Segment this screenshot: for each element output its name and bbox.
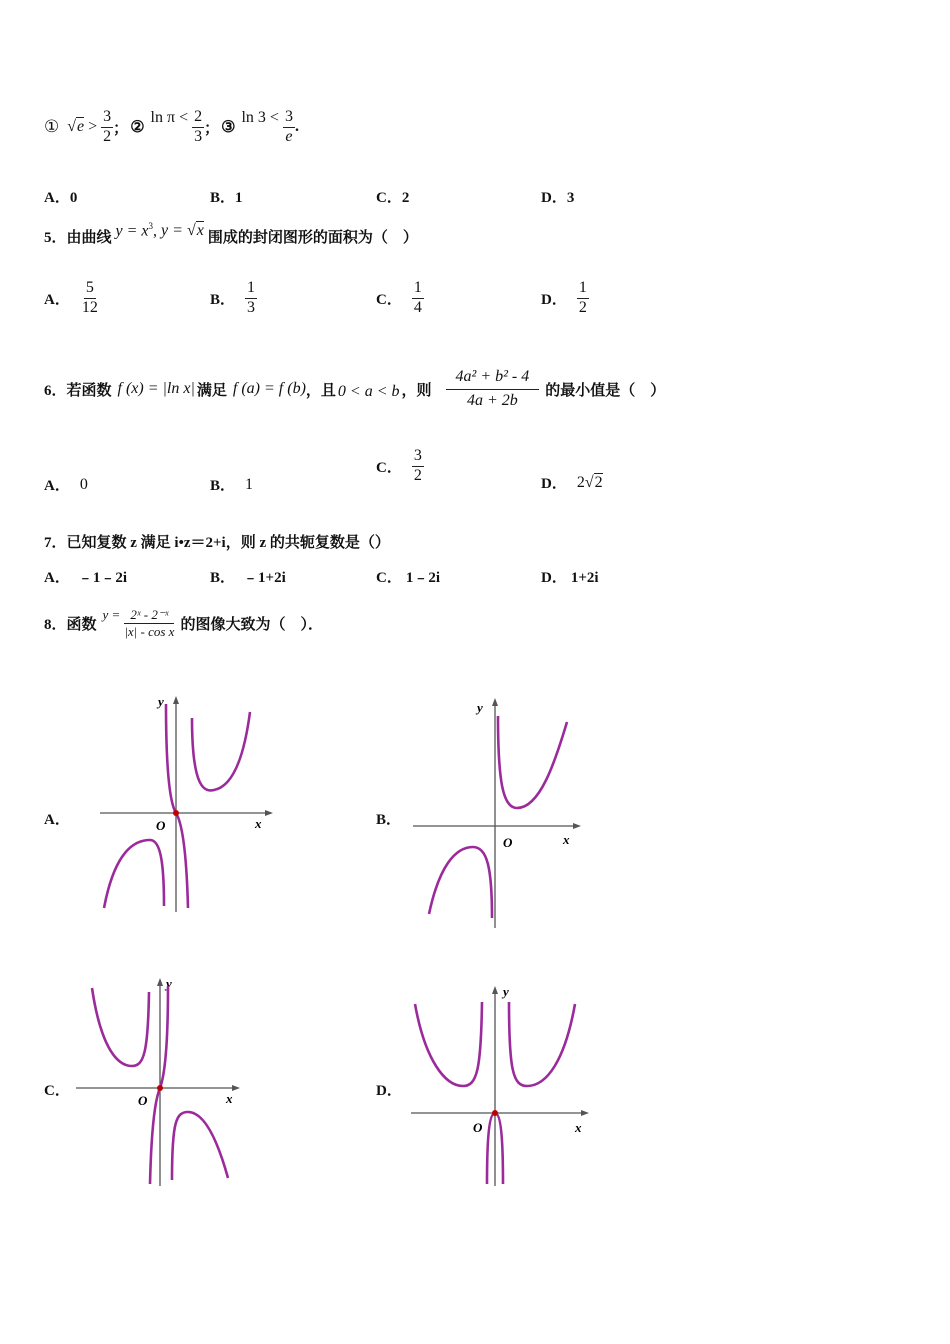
- q8-stem: [44, 600, 323, 646]
- graph-b-curve-left: [429, 847, 492, 918]
- stmt3-marker: ③: [221, 119, 236, 136]
- q6-number: 6．: [44, 382, 67, 399]
- graph-c-x-label: x: [226, 1091, 233, 1106]
- sep1: ；: [113, 120, 129, 137]
- q6-mid1: 满足: [196, 382, 227, 399]
- q6-stem: [44, 364, 665, 414]
- stmt1-lhs: √e: [67, 118, 85, 135]
- q5-option-a[interactable]: A． $\frac{5}{12}$: [44, 279, 98, 316]
- graph-b-y-label: y: [477, 700, 483, 715]
- q6-cond: f (a) = f (b): [232, 380, 306, 397]
- graph-a-x-arrow: [265, 810, 273, 816]
- q6-prefix: 若函数: [66, 382, 112, 399]
- stmt3-lhs: ln 3: [241, 109, 266, 126]
- q6-mid2: ，且: [305, 382, 336, 399]
- stmt1-fraction: $\frac{3}{2}$: [103, 107, 112, 145]
- graph-c-x-arrow: [232, 1085, 240, 1091]
- q5-curve2: y = √x: [161, 221, 204, 239]
- graph-d-curve-right: [509, 1002, 575, 1086]
- q7-option-c[interactable]: C． 1﹣2i: [376, 570, 441, 586]
- graph-b-x-label: x: [563, 832, 570, 847]
- graph-d-y-arrow: [492, 986, 498, 994]
- stmt3-rel: <: [269, 109, 279, 126]
- graph-b-curve-right: [498, 716, 567, 808]
- q6-option-a[interactable]: A． 0: [44, 475, 88, 494]
- q5-option-c[interactable]: C． $\frac{1}{4}$: [376, 279, 422, 316]
- graph-d-x-label: x: [575, 1120, 582, 1135]
- q4-option-c[interactable]: C．2: [376, 190, 410, 206]
- graph-a-curve-right: [192, 712, 250, 790]
- stmt3-end: .: [294, 118, 299, 135]
- graph-c-y-label: y: [166, 976, 172, 991]
- q6-option-c[interactable]: C． $\frac{3}{2}$: [376, 447, 422, 484]
- graph-d[interactable]: [405, 980, 595, 1190]
- q4-option-d[interactable]: D．3: [541, 190, 575, 206]
- graph-a-origin-dot: [173, 810, 179, 816]
- graph-a-y-arrow: [173, 696, 179, 704]
- graph-b[interactable]: [405, 692, 595, 932]
- q5-number: 5．: [44, 230, 67, 246]
- q8-number: 8．: [44, 616, 67, 633]
- graph-c-origin-dot: [157, 1085, 163, 1091]
- q8-y-eq: y =: [102, 607, 121, 622]
- stmt2-marker: ②: [130, 119, 145, 136]
- graph-d-origin-label: O: [473, 1120, 483, 1135]
- graph-c[interactable]: [70, 972, 260, 1192]
- q7-option-b[interactable]: B． ﹣1+2i: [210, 570, 286, 586]
- q8-option-c-label[interactable]: C．: [44, 1083, 70, 1099]
- graph-c-origin-label: O: [138, 1093, 148, 1108]
- graph-b-y-arrow: [492, 698, 498, 706]
- q5-stem: [44, 220, 418, 247]
- q4-statements: [44, 104, 299, 150]
- graph-a[interactable]: [90, 690, 280, 920]
- stmt3-fraction: $\frac{3}{e}$: [284, 107, 293, 145]
- q6-option-b[interactable]: B． 1: [210, 475, 254, 494]
- graph-c-curve-right: [172, 1112, 228, 1180]
- q7-option-a[interactable]: A． ﹣1﹣2i: [44, 570, 128, 586]
- graph-a-y-label: y: [158, 694, 164, 709]
- q7-stem: 7．已知复数 z 满足 i•z＝2+i，则 z 的共轭复数是（）: [44, 535, 390, 551]
- q8-fraction: $\frac{\text{2ˣ - 2⁻ˣ}}{\text{|x| - cos x}}$: [124, 606, 175, 639]
- q8-option-a-label[interactable]: A．: [44, 812, 70, 828]
- q5-curve1: $y = x^3$,: [115, 220, 158, 240]
- sep2: ；: [204, 120, 220, 137]
- q4-option-a[interactable]: A．0: [44, 190, 78, 206]
- graph-d-x-arrow: [581, 1110, 589, 1116]
- q6-range: 0 < a < b: [337, 383, 400, 400]
- graph-d-curve-left: [415, 1002, 482, 1086]
- stmt2-fraction: $\frac{2}{3}$: [194, 107, 203, 145]
- stmt2-rel: <: [179, 109, 189, 126]
- q5-option-b[interactable]: B． $\frac{1}{3}$: [210, 279, 256, 316]
- q5-option-d[interactable]: D． $\frac{1}{2}$: [541, 279, 587, 316]
- q6-mid3: ，则: [401, 382, 432, 399]
- graph-c-curve-left: [92, 988, 149, 1066]
- graph-c-curve-center: [150, 986, 168, 1184]
- q6-fraction: $\frac{\text{4a² + b² - 4}}{4a + 2b}$: [446, 369, 540, 410]
- graph-c-y-arrow: [157, 978, 163, 986]
- q8-prefix: 函数: [66, 616, 97, 633]
- q6-option-d[interactable]: D． 2 √ 2: [541, 473, 603, 492]
- graph-b-origin-label: O: [503, 835, 513, 850]
- q7-option-d[interactable]: D． 1+2i: [541, 570, 599, 586]
- stmt2-lhs: ln π: [150, 109, 176, 126]
- q8-suffix: 的图像大致为（ ）．: [180, 616, 323, 633]
- q8-option-d-label[interactable]: D．: [376, 1083, 402, 1099]
- graph-a-x-label: x: [255, 816, 262, 831]
- graph-d-origin-dot: [492, 1110, 498, 1116]
- q6-func: f (x) = |ln x|: [117, 380, 195, 397]
- q5-prefix: 由曲线: [66, 230, 112, 246]
- q4-option-b[interactable]: B．1: [210, 190, 243, 206]
- stmt1-rel: >: [88, 118, 98, 135]
- graph-a-curve-center: [166, 704, 188, 908]
- graph-b-x-arrow: [573, 823, 581, 829]
- q8-option-b-label[interactable]: B．: [376, 812, 402, 828]
- q6-suffix: 的最小值是（ ）: [545, 382, 666, 399]
- graph-d-y-label: y: [503, 984, 509, 999]
- graph-a-origin-label: O: [156, 818, 166, 833]
- graph-a-curve-left: [104, 840, 164, 908]
- stmt1-marker: ①: [44, 117, 60, 136]
- q5-suffix: 围成的封闭图形的面积为（ ）: [207, 230, 418, 246]
